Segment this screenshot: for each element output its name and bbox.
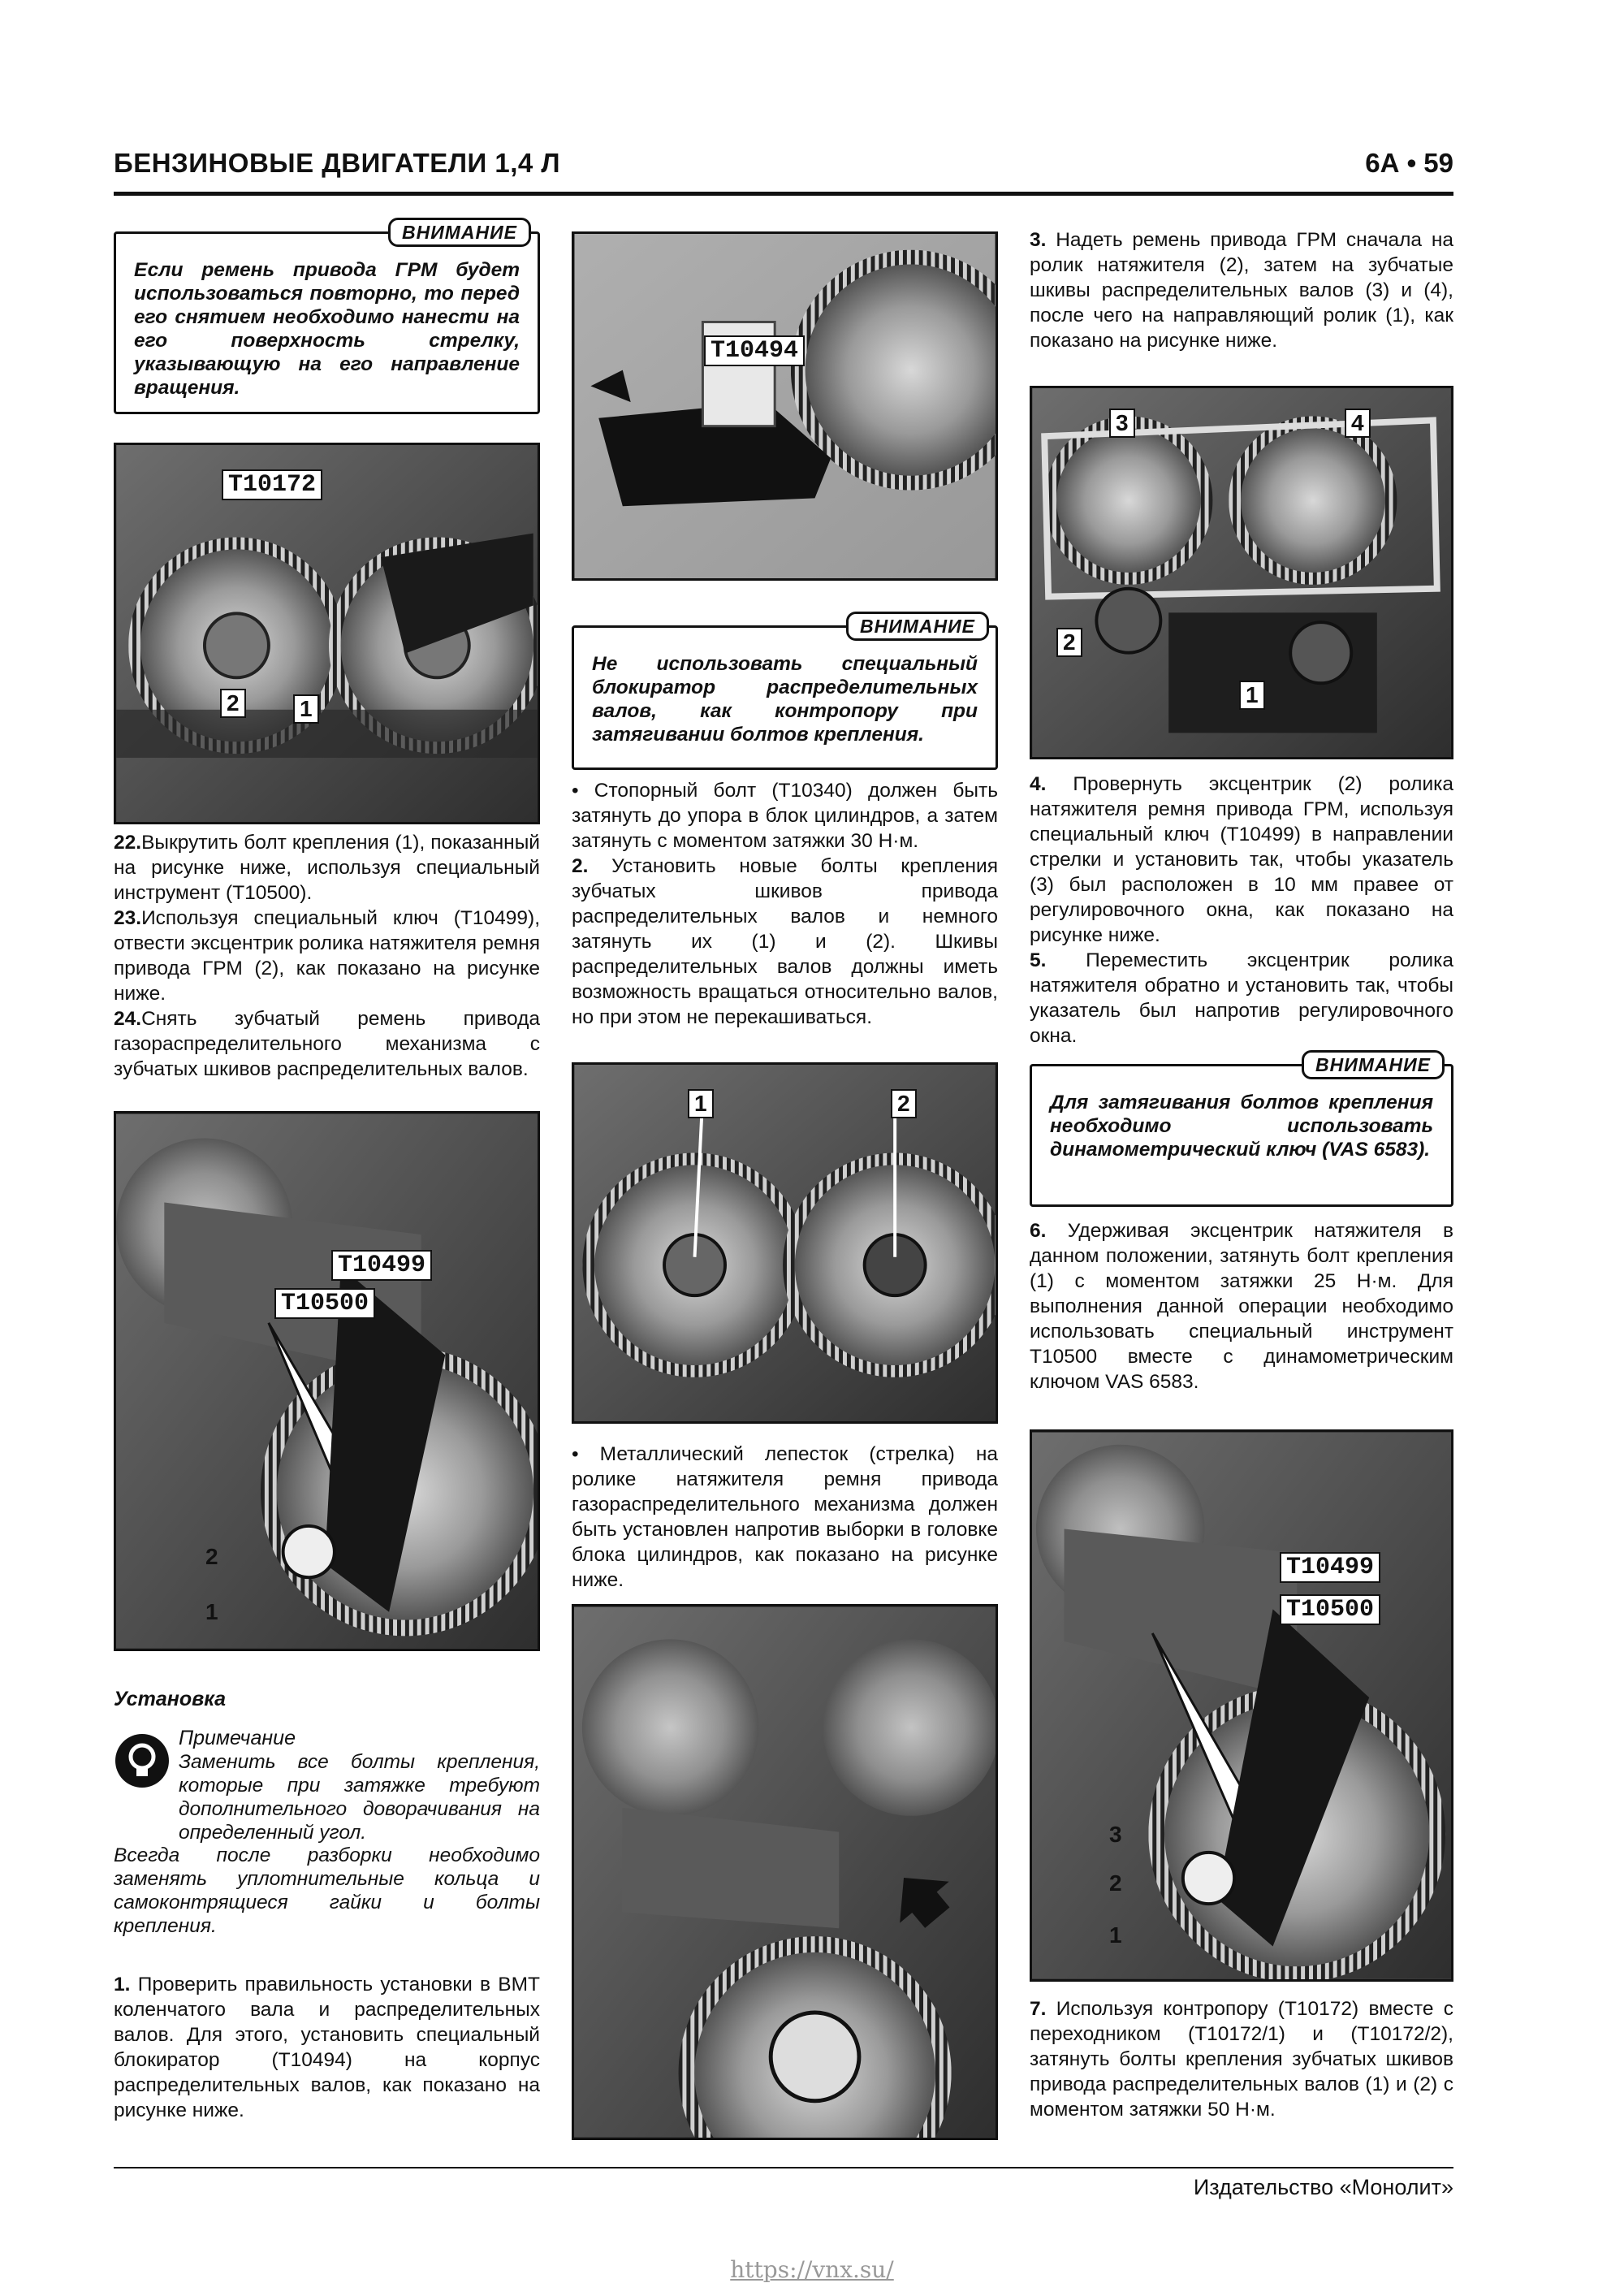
attention-box-lock bbox=[572, 616, 998, 770]
note-continued bbox=[114, 1844, 540, 1938]
step-number: 22. bbox=[114, 832, 142, 854]
step-7 bbox=[1030, 1996, 1453, 2122]
step-1-block bbox=[114, 1972, 540, 2123]
photo-illustration bbox=[1032, 1432, 1451, 1979]
figure-camshaft-pulleys bbox=[572, 1062, 998, 1424]
attention-box-reuse-belt bbox=[114, 222, 540, 414]
watermark-link[interactable]: https://vnx.su/ bbox=[730, 2256, 894, 2283]
tool-label-t10500: T10500 bbox=[1280, 1594, 1380, 1625]
step-text: Используя специальный ключ (T10499), отвести эксцентрик ролика натяжителя ремня привода ГРМ (2), как показано на рисунке ниже. bbox=[114, 907, 540, 1005]
callout-1: 1 bbox=[1239, 681, 1265, 710]
callout-1: 1 bbox=[205, 1599, 218, 1624]
step-4 bbox=[1030, 772, 1453, 948]
publisher: Издательство «Монолит» bbox=[1193, 2175, 1453, 2199]
step-number: 5. bbox=[1030, 949, 1047, 971]
tool-label-t10499: T10499 bbox=[1280, 1552, 1380, 1583]
step-22 bbox=[114, 830, 540, 906]
step-text: Провернуть эксцентрик (2) ролика натяжителя ремня привода ГРМ, используя специальный ключ (T10499) в направлении стрелки и установить так, чтобы указатель (3) был расположен в 10 мм правее от регулировочного окна, как показано на рисунке ниже. bbox=[1030, 773, 1454, 946]
step-7-block bbox=[1030, 1996, 1453, 2122]
tool-label-t10500: T10500 bbox=[274, 1288, 375, 1319]
note-text-2: Всегда после разборки необходимо заменять уплотнительные кольца и самоконтрящиеся гайки и болты крепления. bbox=[114, 1844, 540, 1937]
footer-rule bbox=[114, 2167, 1453, 2168]
attention-label: ВНИМАНИЕ bbox=[388, 218, 531, 247]
tool-label-t10499: T10499 bbox=[331, 1250, 432, 1281]
callout-2: 2 bbox=[1056, 628, 1082, 657]
step-2 bbox=[572, 854, 998, 1030]
section-title: Установка bbox=[114, 1688, 227, 1710]
callout-2: 2 bbox=[220, 689, 246, 718]
step-5 bbox=[1030, 948, 1453, 1049]
step-text: Установить новые болты крепления зубчатых шкивов привода распределительных валов и немного затянуть их (1) и (2). Шкивы распределительных валов должны иметь возможность вращаться относительно валов, но при этом не перекашиваться. bbox=[572, 855, 998, 1028]
attention-label: ВНИМАНИЕ bbox=[846, 612, 989, 641]
step-3-block bbox=[1030, 227, 1453, 353]
col2-text-b bbox=[572, 1442, 998, 1593]
step-text: Переместить эксцентрик ролика натяжителя обратно и установить так, чтобы указатель был напротив регулировочного окна. bbox=[1030, 949, 1453, 1047]
step-3 bbox=[1030, 227, 1453, 353]
attention-label: ВНИМАНИЕ bbox=[1302, 1050, 1445, 1079]
bullet-locking-bolt: • Стопорный болт (T10340) должен быть затянуть до упора в блок цилиндров, а затем затянуть с моментом затяжки 30 Н·м. bbox=[572, 780, 998, 852]
step-text: Проверить правильность установки в ВМТ коленчатого вала и распределительных валов. Для этого, установить специальный блокиратор (T10494) на корпус распределительных валов, как показано на рисунке ниже. bbox=[114, 1974, 541, 2121]
tool-label: T10172 bbox=[222, 469, 322, 500]
step-number: 3. bbox=[1030, 229, 1047, 251]
attention-text: Если ремень привода ГРМ будет использоваться повторно, то перед его снятием необходимо нанести на его поверхность стрелку, указывающую на его направление вращения. bbox=[134, 259, 520, 399]
figure-belt-routing bbox=[1030, 386, 1453, 759]
step-number: 4. bbox=[1030, 773, 1047, 795]
step-number: 1. bbox=[114, 1974, 131, 1995]
callout-1: 1 bbox=[1109, 1922, 1122, 1948]
step-number: 24. bbox=[114, 1008, 142, 1030]
note-title: Примечание bbox=[179, 1727, 296, 1749]
installation-section bbox=[114, 1688, 540, 1711]
steps-22-24 bbox=[114, 830, 540, 1082]
step-text: Используя контропору (T10172) вместе с переходником (T10172/1) и (T10172/2), затянуть болты крепления зубчатых шкивов привода распределительных валов (1) и (2) с моментом затяжки 50 Н·м. bbox=[1030, 1998, 1454, 2121]
page-number: 6А • 59 bbox=[1365, 148, 1453, 178]
tool-label: T10494 bbox=[704, 335, 805, 366]
attention-box-torque-wrench bbox=[1030, 1054, 1453, 1207]
figure-camshaft-lock bbox=[572, 231, 998, 581]
step-1 bbox=[114, 1972, 540, 2123]
figure-tensioner-tools bbox=[114, 1111, 540, 1651]
step-number: 23. bbox=[114, 907, 142, 929]
photo-illustration bbox=[574, 1065, 996, 1421]
step-23 bbox=[114, 906, 540, 1006]
figure-tensioner-tab bbox=[572, 1604, 998, 2140]
step-text: Снять зубчатый ремень привода газораспределительного механизма с зубчатых шкивов распределительных валов. bbox=[114, 1008, 540, 1080]
callout-1: 1 bbox=[293, 694, 319, 724]
step-number: 7. bbox=[1030, 1998, 1047, 2020]
col2-text-a bbox=[572, 778, 998, 1030]
lightbulb-icon bbox=[115, 1734, 169, 1788]
photo-illustration bbox=[574, 1606, 996, 2138]
step-text: Выкрутить болт крепления (1), показанный на рисунке ниже, используя специальный инструмент (T10500). bbox=[114, 832, 540, 904]
bullet-metal-tab: • Металлический лепесток (стрелка) на ролике натяжителя ремня привода газораспределительного механизма должен быть установлен напротив выборки в головке блока цилиндров, как показано на рисунке ниже. bbox=[572, 1443, 998, 1591]
step-6 bbox=[1030, 1218, 1453, 1394]
step-number: 6. bbox=[1030, 1220, 1047, 1242]
callout-3: 3 bbox=[1109, 1822, 1122, 1847]
steps-4-5 bbox=[1030, 772, 1453, 1049]
step-6-block bbox=[1030, 1218, 1453, 1394]
figure-camshaft-counterhold bbox=[114, 443, 540, 824]
step-24 bbox=[114, 1006, 540, 1082]
step-text: Надеть ремень привода ГРМ сначала на ролик натяжителя (2), затем на зубчатые шкивы распределительных валов (3) и (4), после чего на направляющий ролик (1), как показано на рисунке ниже. bbox=[1030, 229, 1453, 352]
note-block bbox=[179, 1727, 540, 1844]
photo-illustration bbox=[116, 445, 538, 822]
note-text: Заменить все болты крепления, которые при затяжке требуют дополнительного доворачивания на определенный угол. bbox=[179, 1751, 540, 1844]
callout-1: 1 bbox=[688, 1089, 714, 1118]
callout-3: 3 bbox=[1109, 409, 1135, 438]
callout-2: 2 bbox=[891, 1089, 917, 1118]
step-text: Удерживая эксцентрик натяжителя в данном положении, затянуть болт крепления (1) с моментом затяжки 25 Н·м. Для выполнения данной операции необходимо использовать специальный инструмент T10500 вместе с динамометрическим ключом VAS 6583. bbox=[1030, 1220, 1453, 1393]
header-rule bbox=[114, 192, 1453, 196]
step-number: 2. bbox=[572, 855, 589, 877]
figure-tighten-tensioner-bolt bbox=[1030, 1429, 1453, 1982]
callout-2: 2 bbox=[1109, 1870, 1122, 1896]
photo-illustration bbox=[116, 1113, 538, 1649]
running-header-title: БЕНЗИНОВЫЕ ДВИГАТЕЛИ 1,4 Л bbox=[114, 148, 561, 178]
attention-text: Для затягивания болтов крепления необходимо использовать динамометрический ключ (VAS 6583). bbox=[1050, 1092, 1433, 1161]
photo-illustration bbox=[574, 234, 996, 578]
callout-4: 4 bbox=[1345, 409, 1371, 438]
attention-text: Не использовать специальный блокиратор распределительных валов, как контропору при затягивании болтов крепления. bbox=[592, 653, 978, 746]
callout-2: 2 bbox=[205, 1544, 218, 1569]
